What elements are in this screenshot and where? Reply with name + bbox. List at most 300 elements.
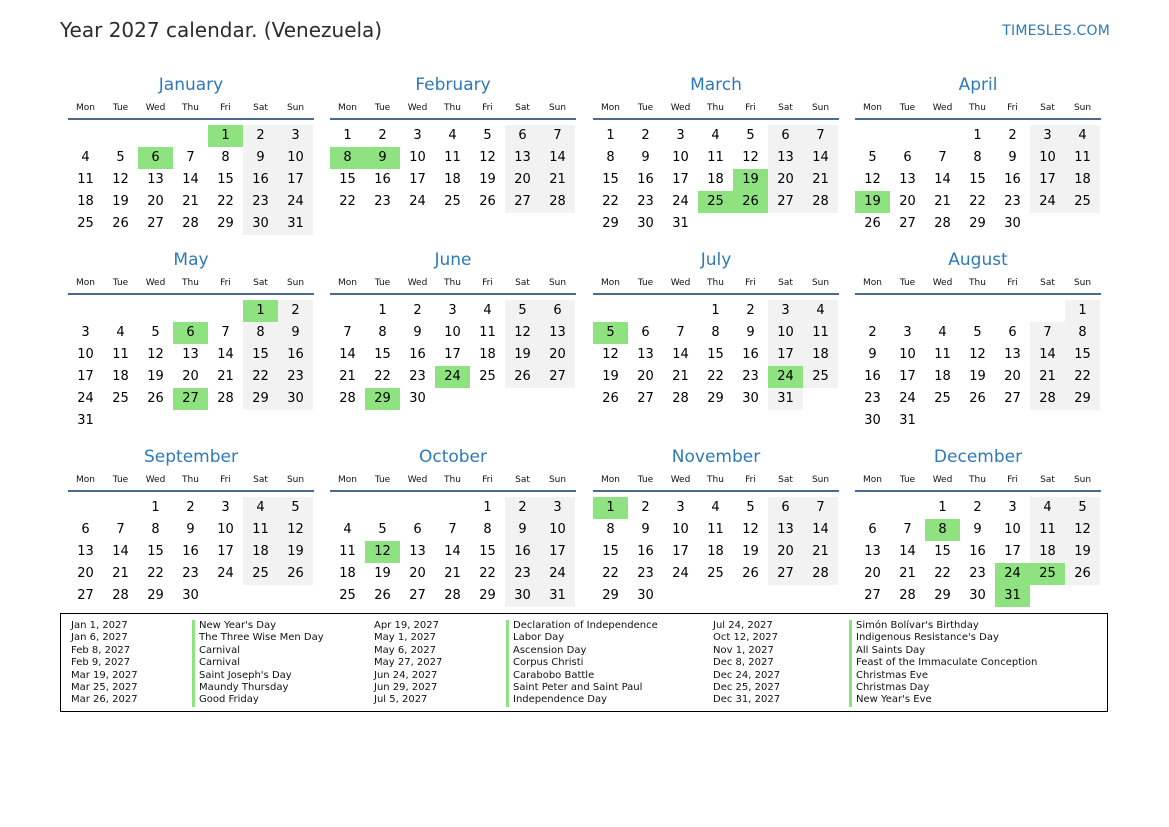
day-cell: 28 — [803, 563, 838, 585]
weekday-label: Mon — [601, 278, 620, 288]
holiday-date: Jun 29, 2027 — [374, 682, 438, 694]
holiday-name: Carnival — [199, 644, 240, 656]
weekday-label: Sun — [548, 475, 567, 485]
holiday-date: Jan 6, 2027 — [71, 632, 128, 644]
day-cell: 13 — [182, 347, 199, 362]
day-cell: 21 — [934, 194, 951, 209]
day-cell: 24 — [540, 563, 575, 585]
weekday-label: Fri — [1007, 103, 1018, 113]
day-cell: 7 — [938, 150, 947, 165]
day-cell: 10 — [672, 150, 689, 165]
holiday-day-cell: 31 — [995, 585, 1030, 607]
day-cell: 21 — [444, 566, 461, 581]
day-cell: 28 — [444, 588, 461, 603]
weekday-label: Thu — [707, 475, 724, 485]
day-cell: 3 — [676, 128, 685, 143]
day-cell: 22 — [969, 194, 986, 209]
holiday-name: Indigenous Resistance's Day — [856, 632, 999, 644]
day-cell: 11 — [339, 544, 356, 559]
day-cell: 21 — [672, 369, 689, 384]
day-cell: 4 — [81, 150, 90, 165]
weekday-label: Sun — [548, 103, 567, 113]
day-cell: 24 — [77, 391, 94, 406]
day-cell: 23 — [637, 194, 654, 209]
day-cell: 3 — [676, 500, 685, 515]
month-name: May — [173, 250, 209, 270]
holiday-day-cell: 19 — [733, 169, 768, 191]
day-cell: 5 — [378, 522, 387, 537]
day-cell: 9 — [413, 325, 422, 340]
weekday-label: Wed — [670, 278, 691, 288]
day-cell: 14 — [899, 544, 916, 559]
day-cell: 27 — [864, 588, 881, 603]
day-cell: 14 — [1030, 344, 1065, 366]
day-cell: 4 — [448, 128, 457, 143]
day-grid — [593, 120, 839, 252]
day-cell: 29 — [602, 216, 619, 231]
day-cell: 14 — [444, 544, 461, 559]
day-cell: 2 — [186, 500, 195, 515]
day-cell: 6 — [903, 150, 912, 165]
day-cell: 19 — [374, 566, 391, 581]
holiday-day-cell: 6 — [173, 322, 208, 344]
day-cell: 2 — [973, 500, 982, 515]
day-grid — [593, 295, 839, 427]
holiday-name-column — [192, 620, 324, 707]
day-cell: 9 — [243, 147, 278, 169]
holiday-date: Jul 24, 2027 — [713, 620, 773, 631]
day-cell: 26 — [1065, 563, 1100, 585]
day-cell: 8 — [378, 325, 387, 340]
weekday-header — [593, 470, 839, 492]
day-cell: 19 — [969, 369, 986, 384]
day-cell: 11 — [479, 325, 496, 340]
day-cell: 27 — [768, 563, 803, 585]
weekday-label: Sat — [253, 103, 268, 113]
day-cell: 26 — [278, 563, 313, 585]
day-cell: 5 — [746, 128, 755, 143]
month-name: July — [700, 250, 732, 270]
holiday-day-cell: 1 — [208, 125, 243, 147]
weekday-label: Wed — [670, 475, 691, 485]
day-cell: 14 — [182, 172, 199, 187]
day-cell: 7 — [676, 325, 685, 340]
weekday-label: Tue — [374, 103, 391, 113]
holiday-date: Oct 12, 2027 — [713, 632, 778, 644]
day-cell: 11 — [112, 347, 129, 362]
day-cell: 3 — [540, 497, 575, 519]
day-grid — [855, 492, 1101, 624]
day-cell: 3 — [1008, 500, 1017, 515]
weekday-label: Sun — [811, 103, 830, 113]
day-cell: 3 — [278, 125, 313, 147]
weekday-label: Thu — [969, 278, 986, 288]
day-cell: 25 — [444, 194, 461, 209]
day-cell: 10 — [768, 322, 803, 344]
day-cell: 26 — [742, 566, 759, 581]
day-cell: 16 — [374, 172, 391, 187]
holiday-day-cell: 1 — [593, 497, 628, 519]
day-cell: 1 — [378, 303, 387, 318]
weekday-label: Mon — [76, 278, 95, 288]
weekday-header — [855, 273, 1101, 295]
weekday-label: Fri — [220, 475, 231, 485]
day-cell: 5 — [505, 300, 540, 322]
weekday-label: Sat — [253, 278, 268, 288]
day-cell: 27 — [768, 191, 803, 213]
day-cell: 18 — [803, 344, 838, 366]
day-cell: 28 — [803, 191, 838, 213]
month-september — [68, 444, 314, 624]
holiday-name: Christmas Day — [856, 682, 930, 694]
day-grid — [593, 492, 839, 624]
month-name: September — [144, 447, 238, 467]
holiday-date: Dec 8, 2027 — [713, 657, 774, 669]
holiday-day-cell: 9 — [365, 147, 400, 169]
day-cell: 18 — [77, 194, 94, 209]
weekday-label: Sun — [1073, 475, 1092, 485]
day-cell: 2 — [641, 500, 650, 515]
day-cell: 12 — [742, 150, 759, 165]
day-cell: 25 — [77, 216, 94, 231]
day-cell: 10 — [899, 347, 916, 362]
day-cell: 13 — [864, 544, 881, 559]
day-cell: 28 — [112, 588, 129, 603]
day-cell: 7 — [186, 150, 195, 165]
holiday-date: Jun 24, 2027 — [374, 669, 438, 681]
day-cell: 11 — [77, 172, 94, 187]
day-cell: 29 — [969, 216, 986, 231]
month-name: January — [158, 75, 224, 95]
weekday-label: Wed — [145, 103, 166, 113]
day-cell: 30 — [742, 391, 759, 406]
day-cell: 19 — [742, 544, 759, 559]
holiday-date: Mar 26, 2027 — [71, 694, 138, 706]
day-cell: 28 — [540, 191, 575, 213]
weekday-label: Sat — [1040, 278, 1055, 288]
day-cell: 24 — [1030, 191, 1065, 213]
day-cell: 15 — [217, 172, 234, 187]
day-cell: 26 — [374, 588, 391, 603]
day-cell: 17 — [409, 172, 426, 187]
month-march — [593, 72, 839, 252]
day-cell: 19 — [112, 194, 129, 209]
day-cell: 31 — [77, 413, 94, 428]
day-cell: 29 — [479, 588, 496, 603]
day-cell: 17 — [1004, 544, 1021, 559]
day-cell: 20 — [864, 566, 881, 581]
day-cell: 13 — [637, 347, 654, 362]
day-cell: 12 — [147, 347, 164, 362]
day-cell: 10 — [278, 147, 313, 169]
holiday-name: Saint Peter and Saint Paul — [513, 682, 643, 694]
day-cell: 16 — [409, 347, 426, 362]
day-cell: 25 — [243, 563, 278, 585]
day-cell: 24 — [899, 391, 916, 406]
holiday-day-cell: 24 — [995, 563, 1030, 585]
day-cell: 6 — [768, 125, 803, 147]
day-cell: 4 — [711, 500, 720, 515]
holiday-date: May 6, 2027 — [374, 644, 437, 656]
day-cell: 21 — [339, 369, 356, 384]
day-cell: 19 — [479, 172, 496, 187]
day-cell: 15 — [969, 172, 986, 187]
day-cell: 10 — [217, 522, 234, 537]
day-cell: 30 — [637, 216, 654, 231]
day-cell: 13 — [899, 172, 916, 187]
day-cell: 17 — [768, 344, 803, 366]
weekday-label: Mon — [338, 475, 357, 485]
day-cell: 6 — [868, 522, 877, 537]
weekday-label: Thu — [182, 475, 199, 485]
weekday-label: Wed — [407, 103, 428, 113]
holiday-name: Corpus Christi — [513, 657, 584, 669]
day-cell: 23 — [864, 391, 881, 406]
day-cell: 4 — [938, 325, 947, 340]
day-cell: 23 — [278, 366, 313, 388]
day-cell: 13 — [768, 147, 803, 169]
day-cell: 21 — [540, 169, 575, 191]
weekday-label: Fri — [220, 278, 231, 288]
day-cell: 18 — [479, 347, 496, 362]
weekday-label: Tue — [899, 475, 916, 485]
day-cell: 26 — [147, 391, 164, 406]
day-cell: 10 — [77, 347, 94, 362]
weekday-header — [68, 273, 314, 295]
day-cell: 29 — [147, 588, 164, 603]
day-cell: 31 — [540, 585, 575, 607]
holiday-day-cell: 8 — [925, 519, 960, 541]
day-cell: 6 — [1008, 325, 1017, 340]
weekday-label: Fri — [482, 475, 493, 485]
day-cell: 3 — [81, 325, 90, 340]
day-cell: 14 — [540, 147, 575, 169]
weekday-header — [68, 470, 314, 492]
day-cell: 19 — [505, 344, 540, 366]
day-cell: 7 — [903, 522, 912, 537]
weekday-label: Sat — [1040, 475, 1055, 485]
day-cell: 21 — [803, 541, 838, 563]
day-cell: 20 — [540, 344, 575, 366]
day-cell: 13 — [540, 322, 575, 344]
day-cell: 16 — [637, 172, 654, 187]
holiday-day-cell: 5 — [593, 322, 628, 344]
weekday-label: Tue — [637, 103, 654, 113]
day-cell: 1 — [973, 128, 982, 143]
weekday-label: Sun — [1073, 278, 1092, 288]
weekday-label: Wed — [932, 278, 953, 288]
day-cell: 19 — [1065, 541, 1100, 563]
day-cell: 25 — [707, 566, 724, 581]
day-cell: 7 — [343, 325, 352, 340]
month-name: November — [671, 447, 761, 467]
day-cell: 2 — [378, 128, 387, 143]
weekday-label: Tue — [112, 103, 129, 113]
day-grid — [855, 120, 1101, 252]
day-cell: 22 — [479, 566, 496, 581]
day-cell: 10 — [672, 522, 689, 537]
day-cell: 9 — [973, 522, 982, 537]
day-cell: 15 — [243, 344, 278, 366]
day-cell: 2 — [413, 303, 422, 318]
day-cell: 16 — [864, 369, 881, 384]
day-cell: 9 — [505, 519, 540, 541]
day-cell: 5 — [973, 325, 982, 340]
day-cell: 11 — [707, 522, 724, 537]
day-cell: 26 — [505, 366, 540, 388]
holiday-day-cell: 29 — [365, 388, 400, 410]
day-cell: 7 — [540, 125, 575, 147]
day-cell: 21 — [899, 566, 916, 581]
day-cell: 11 — [1030, 519, 1065, 541]
weekday-label: Sat — [515, 475, 530, 485]
day-cell: 8 — [483, 522, 492, 537]
weekday-label: Sun — [286, 278, 305, 288]
day-cell: 20 — [637, 369, 654, 384]
day-cell: 1 — [1065, 300, 1100, 322]
day-cell: 14 — [217, 347, 234, 362]
weekday-label: Tue — [112, 278, 129, 288]
holiday-date-column — [374, 620, 442, 707]
day-cell: 23 — [637, 566, 654, 581]
day-grid — [68, 120, 314, 252]
day-cell: 29 — [602, 588, 619, 603]
day-cell: 24 — [409, 194, 426, 209]
day-cell: 5 — [868, 150, 877, 165]
day-cell: 28 — [1030, 388, 1065, 410]
day-cell: 1 — [483, 500, 492, 515]
day-cell: 21 — [803, 169, 838, 191]
day-cell: 5 — [746, 500, 755, 515]
day-cell: 10 — [540, 519, 575, 541]
weekday-label: Tue — [899, 278, 916, 288]
day-cell: 16 — [243, 169, 278, 191]
holiday-name: Saint Joseph's Day — [199, 669, 292, 681]
day-cell: 8 — [243, 322, 278, 344]
day-cell: 13 — [409, 544, 426, 559]
holiday-name: Ascension Day — [513, 644, 587, 656]
day-cell: 9 — [186, 522, 195, 537]
day-cell: 22 — [217, 194, 234, 209]
weekday-label: Fri — [1007, 475, 1018, 485]
weekday-label: Tue — [374, 278, 391, 288]
day-cell: 4 — [116, 325, 125, 340]
day-cell: 13 — [505, 147, 540, 169]
day-cell: 17 — [672, 544, 689, 559]
day-cell: 16 — [742, 347, 759, 362]
day-cell: 28 — [339, 391, 356, 406]
day-cell: 29 — [934, 588, 951, 603]
day-cell: 17 — [217, 544, 234, 559]
weekday-label: Mon — [76, 475, 95, 485]
day-cell: 15 — [707, 347, 724, 362]
day-cell: 4 — [483, 303, 492, 318]
day-cell: 6 — [768, 497, 803, 519]
day-cell: 11 — [1065, 147, 1100, 169]
day-cell: 3 — [1030, 125, 1065, 147]
day-cell: 4 — [803, 300, 838, 322]
day-cell: 28 — [934, 216, 951, 231]
day-cell: 27 — [409, 588, 426, 603]
day-cell: 13 — [768, 519, 803, 541]
weekday-label: Mon — [863, 103, 882, 113]
day-cell: 2 — [243, 125, 278, 147]
weekday-label: Thu — [182, 103, 199, 113]
day-cell: 3 — [903, 325, 912, 340]
day-cell: 30 — [1004, 216, 1021, 231]
weekday-label: Thu — [969, 103, 986, 113]
day-cell: 15 — [339, 172, 356, 187]
month-name: October — [418, 447, 488, 467]
day-cell: 23 — [182, 566, 199, 581]
day-cell: 19 — [147, 369, 164, 384]
weekday-label: Tue — [899, 103, 916, 113]
day-cell: 31 — [768, 388, 803, 410]
day-cell: 29 — [707, 391, 724, 406]
day-cell: 11 — [243, 519, 278, 541]
day-cell: 23 — [1004, 194, 1021, 209]
day-cell: 6 — [641, 325, 650, 340]
day-cell: 14 — [934, 172, 951, 187]
day-cell: 18 — [112, 369, 129, 384]
day-cell: 18 — [339, 566, 356, 581]
day-cell: 12 — [479, 150, 496, 165]
weekday-label: Wed — [407, 475, 428, 485]
holiday-day-cell: 24 — [435, 366, 470, 388]
day-cell: 2 — [505, 497, 540, 519]
weekday-label: Fri — [220, 103, 231, 113]
day-cell: 18 — [934, 369, 951, 384]
month-name: March — [690, 75, 742, 95]
holiday-name: The Three Wise Men Day — [199, 632, 324, 644]
day-cell: 8 — [1065, 322, 1100, 344]
day-cell: 6 — [540, 300, 575, 322]
weekday-label: Sat — [778, 475, 793, 485]
weekday-label: Fri — [482, 103, 493, 113]
day-cell: 6 — [413, 522, 422, 537]
brand-link[interactable]: TIMESLES.COM — [1002, 23, 1110, 39]
day-cell: 2 — [641, 128, 650, 143]
day-cell: 12 — [505, 322, 540, 344]
day-cell: 21 — [217, 369, 234, 384]
day-cell: 5 — [116, 150, 125, 165]
weekday-label: Sun — [811, 278, 830, 288]
month-april — [855, 72, 1101, 252]
day-cell: 21 — [1030, 366, 1065, 388]
day-cell: 20 — [147, 194, 164, 209]
day-cell: 2 — [746, 303, 755, 318]
day-cell: 11 — [444, 150, 461, 165]
day-cell: 20 — [1004, 369, 1021, 384]
weekday-header — [68, 98, 314, 120]
holiday-name: Carabobo Battle — [513, 669, 595, 681]
day-cell: 9 — [1008, 150, 1017, 165]
weekday-label: Fri — [745, 103, 756, 113]
day-cell: 4 — [711, 128, 720, 143]
weekday-label: Wed — [932, 103, 953, 113]
weekday-label: Wed — [145, 475, 166, 485]
day-cell: 4 — [1065, 125, 1100, 147]
day-cell: 26 — [969, 391, 986, 406]
day-cell: 17 — [899, 369, 916, 384]
day-cell: 22 — [602, 566, 619, 581]
holiday-date: Jan 1, 2027 — [71, 620, 128, 631]
day-cell: 1 — [343, 128, 352, 143]
holiday-date: Feb 9, 2027 — [71, 657, 131, 669]
day-cell: 25 — [479, 369, 496, 384]
holiday-list — [60, 613, 1108, 712]
day-cell: 13 — [1004, 347, 1021, 362]
